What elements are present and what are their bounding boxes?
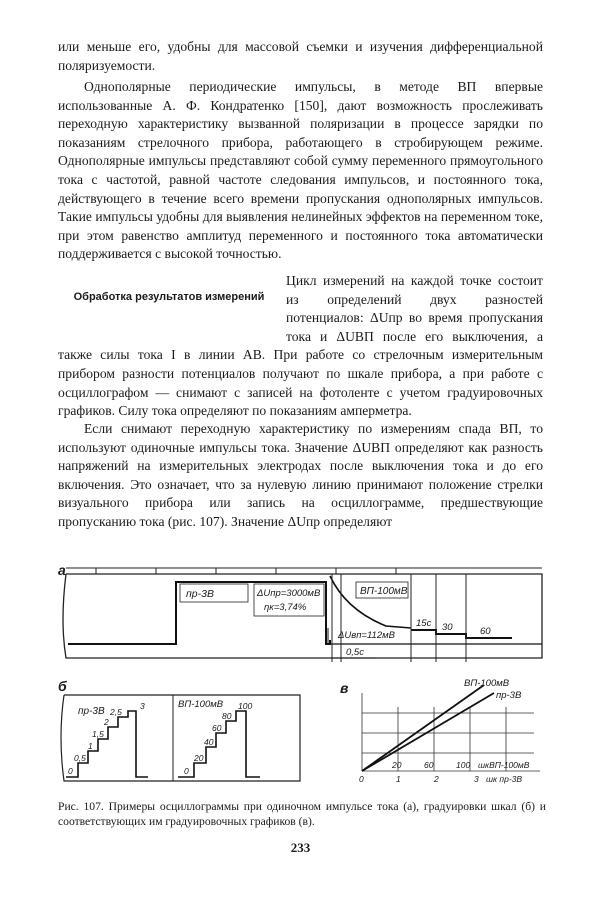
step-label: 0 <box>184 766 189 776</box>
du-vp-label: ΔUвп=112мВ <box>338 630 395 641</box>
step-label: 1,5 <box>92 729 104 739</box>
staircase-pr-title: пр-3В <box>78 706 105 717</box>
line-vp-label: ВП-100мВ <box>464 678 510 689</box>
paragraph-1: или меньше его, удобны для массовой съемки и изучения дифференциальной поляризуемости. <box>58 39 543 73</box>
decay-steps <box>411 630 512 638</box>
axis-label-pr: шк пр-3В <box>486 774 523 784</box>
figure-b <box>56 677 306 789</box>
time-marks <box>66 568 542 574</box>
tick-label: 100 <box>456 760 471 770</box>
paragraph-4: Если снимают переходную характеристику по измерениям спада ВП, то используют одиночные импульсы тока. Значение ΔUВП определяют как разность напряжений на измерительных электродах после выключения тока и до его включения. Это означает, что за нулевую линию принимают положение стрелки визуального прибора или запись на осциллограмме, предшествующие пропусканию тока (рис. 107). Значение ΔUпр определяют <box>58 421 543 529</box>
figure-a <box>56 562 546 674</box>
section-heading: Обработка результатов измерений <box>73 291 265 303</box>
paragraph-3 <box>58 272 543 421</box>
staircase-vp <box>178 711 260 777</box>
box-vp-label: ВП-100мВ <box>360 586 408 597</box>
step-label: 0,5 <box>74 753 86 763</box>
tick-label: 2 <box>434 774 439 784</box>
t15-label: 15с <box>416 618 432 629</box>
eta-label: ηк=3,74% <box>264 602 307 613</box>
axis-label-vp: шкВП-100мВ <box>478 760 530 770</box>
paragraph-2: Однополярные периодические импульсы, в методе ВП впервые использованные А. Ф. Кондратенко [150], дают возможность прослеживать переходную характеристику вызванной поляризации в процессе зарядки по показаниям стрелочного прибора, работающего в стробирующем режиме. Однополярные импульсы представляют собой сумму переменного прямоугольного тока с частотой, равной частоте следования импульсов, и постоянного тока, действующего в течение всего времени пропускания однополярных импульсов. Такие импульсы удобны для выявления нелинейных эффектов на переменном токе, при этом равенство амплитуд переменного и постоянного тока автоматически поддерживается с высокой точностью. <box>58 79 543 262</box>
figure-c <box>334 677 549 789</box>
tick-label: 3 <box>474 774 479 784</box>
staircase-vp-title: ВП-100мВ <box>178 699 224 710</box>
tick-label: 0 <box>359 774 364 784</box>
box-pr-label: пр-3В <box>186 588 214 600</box>
step-label: 100 <box>238 701 253 711</box>
t60-label: 60 <box>480 626 491 637</box>
calibration-line-vp <box>362 685 484 771</box>
figure-a-label: а <box>58 562 66 578</box>
step-label: 3 <box>140 701 145 711</box>
time-scale-label: 0,5с <box>346 647 364 658</box>
tick-label: 1 <box>396 774 401 784</box>
heading-gap <box>58 272 286 328</box>
tick-label: 60 <box>424 760 434 770</box>
line-pr-label: пр-3В <box>496 690 522 701</box>
figure-caption: Рис. 107. Примеры осциллограммы при одиночном импульсе тока (а), градуировки шкал (б) и соответствующих им градуировочных графиков (в). <box>58 800 546 828</box>
paragraph-3-text: Цикл измерений на каждой точке состоит из определений двух разностей потенциалов: ΔUпр во время пропускания тока и ΔUВП после его выключения, а также силы тока I в линии AB. При работе со стрелочным измерительным прибором разности потенциалов получают по шкале прибора, а при работе с осциллографом — снимают с записей на фотоленте с учетом градуировочных графиков. Силу тока определяют по показаниям амперметра. <box>58 273 543 419</box>
step-label: 0 <box>68 766 73 776</box>
step-label: 2 <box>104 717 109 727</box>
step-label: 1 <box>88 741 93 751</box>
du-pr-label: ΔUпр=3000мВ <box>257 588 321 599</box>
page-number: 233 <box>290 840 311 855</box>
tick-label: 20 <box>392 760 402 770</box>
step-label: 2,5 <box>110 707 122 717</box>
t30-label: 30 <box>442 622 453 633</box>
step-label: 60 <box>212 723 222 733</box>
step-label: 20 <box>194 753 204 763</box>
step-label: 80 <box>222 711 232 721</box>
step-label: 40 <box>204 737 214 747</box>
figure-b-label: б <box>58 678 67 694</box>
figure-c-label: в <box>340 680 349 696</box>
